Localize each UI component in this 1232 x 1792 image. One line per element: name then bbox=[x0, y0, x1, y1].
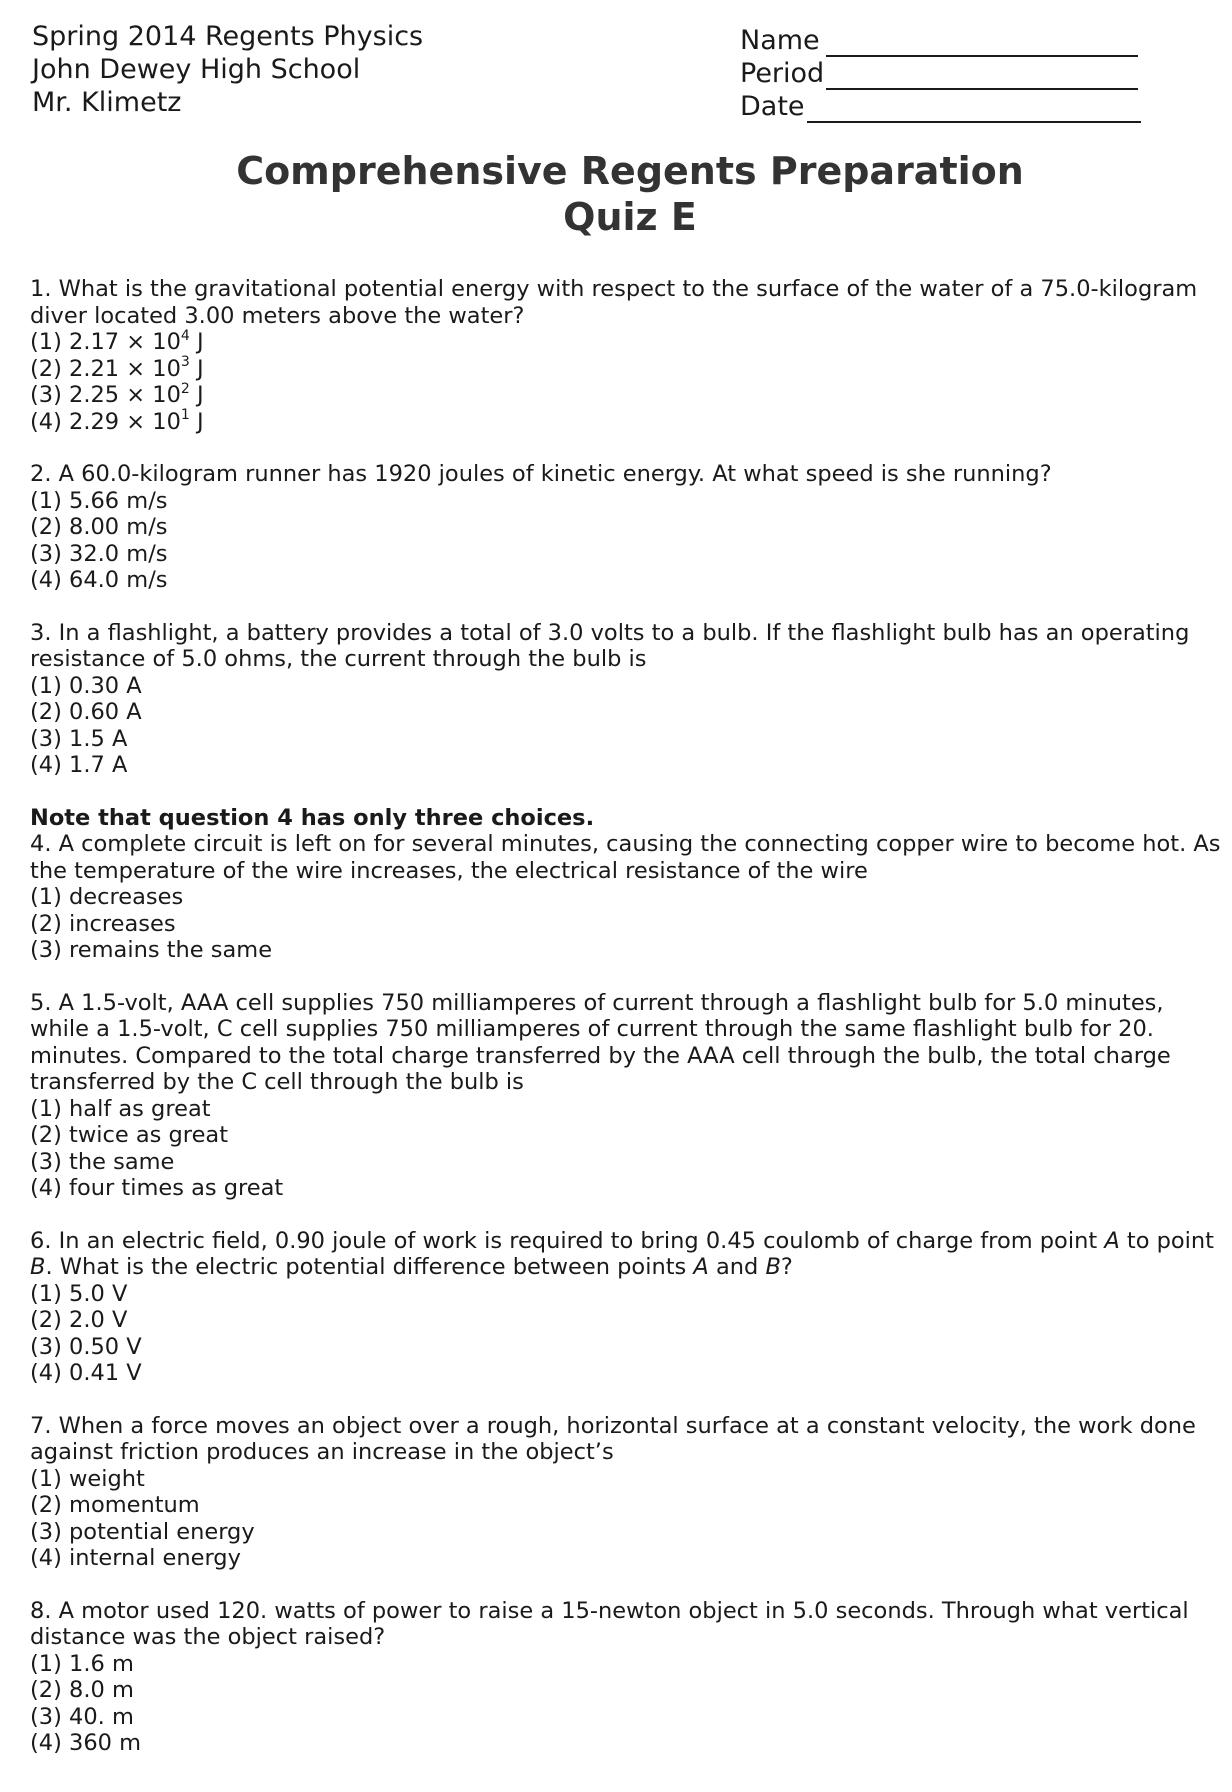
name-blank[interactable] bbox=[826, 31, 1138, 57]
question-stem: 8. A motor used 120. watts of power to raise a 15-newton object in 5.0 seconds. Through what vertical distance was the object raised? bbox=[30, 1597, 1189, 1650]
course-header bbox=[32, 20, 423, 119]
question-8 bbox=[30, 1598, 1222, 1757]
choice-1: (1) $2.17 \times 10^4$ J bbox=[30, 327, 204, 355]
name-label: Name bbox=[740, 25, 820, 56]
choice-4: (4) 0.41 V bbox=[30, 1360, 142, 1386]
choice-2: (2) twice as great bbox=[30, 1122, 229, 1148]
choice-1: (1) 5.66 m/s bbox=[30, 487, 168, 514]
question-stem: 2. A 60.0-kilogram runner has 1920 joules of kinetic energy. At what speed is she running? bbox=[30, 461, 1052, 487]
choice-3: (3) potential energy bbox=[30, 1518, 255, 1545]
question-2 bbox=[30, 461, 1222, 594]
question-5 bbox=[30, 990, 1222, 1202]
question-note: Note that question 4 has only three choices. bbox=[30, 804, 595, 831]
choice-1: (1) weight bbox=[30, 1465, 145, 1492]
question-stem: 5. A 1.5-volt, AAA cell supplies 750 milliamperes of current through a flashlight bulb for 5.0 minutes, while a 1.5-volt, C cell supplies 750 milliamperes of current through the same flashlight bulb for 20. minutes. Compared to the total charge transferred by the AAA cell through the bulb, the total charge transferred by the C cell through the bulb is bbox=[30, 989, 1171, 1095]
choice-4: (4) 360 m bbox=[30, 1730, 142, 1756]
question-list bbox=[30, 276, 1222, 1783]
date-label: Date bbox=[740, 91, 805, 122]
choice-3: (3) 0.50 V bbox=[30, 1333, 142, 1360]
question-stem: 6. In an electric field, 0.90 joule of work is required to bring 0.45 coulomb of charge from point A to point B. What is the electric potential difference between points A and B? bbox=[30, 1227, 1214, 1280]
date-blank[interactable] bbox=[807, 97, 1141, 123]
title-line-1: Comprehensive Regents Preparation bbox=[236, 149, 1024, 193]
question-stem: 7. When a force moves an object over a rough, horizontal surface at a constant velocity, the work done against friction produces an increase in the object’s bbox=[30, 1412, 1196, 1465]
choice-4: (4) 1.7 A bbox=[30, 752, 128, 778]
choice-2: (2) increases bbox=[30, 910, 176, 937]
question-stem: 3. In a flashlight, a battery provides a total of 3.0 volts to a bulb. If the flashlight bulb has an operating resistance of 5.0 ohms, the current through the bulb is bbox=[30, 619, 1190, 672]
choice-2: (2) 2.0 V bbox=[30, 1307, 128, 1333]
course-line: Spring 2014 Regents Physics bbox=[32, 21, 424, 52]
name-field bbox=[740, 24, 1141, 57]
choice-1: (1) 5.0 V bbox=[30, 1280, 128, 1307]
question-6 bbox=[30, 1228, 1222, 1387]
choice-2: (2) 0.60 A bbox=[30, 699, 142, 725]
choice-4: (4) four times as great bbox=[30, 1175, 284, 1201]
choice-4: (4) $2.29 \times 10^1$ J bbox=[30, 407, 204, 435]
choice-2: (2) $2.21 \times 10^3$ J bbox=[30, 354, 204, 382]
choice-3: (3) 40. m bbox=[30, 1703, 134, 1730]
choice-3: (3) $2.25 \times 10^2$ J bbox=[30, 380, 204, 408]
choice-1: (1) 1.6 m bbox=[30, 1650, 134, 1677]
choice-1: (1) 0.30 A bbox=[30, 672, 142, 699]
school-line: John Dewey High School bbox=[32, 54, 361, 85]
period-label: Period bbox=[740, 58, 825, 89]
teacher-line: Mr. Klimetz bbox=[32, 87, 182, 118]
choice-3: (3) 1.5 A bbox=[30, 725, 128, 752]
quiz-title bbox=[0, 148, 1232, 240]
question-1 bbox=[30, 276, 1222, 435]
period-blank[interactable] bbox=[826, 64, 1138, 90]
period-field bbox=[740, 57, 1141, 90]
question-3 bbox=[30, 620, 1222, 779]
choice-1: (1) decreases bbox=[30, 884, 184, 910]
choice-1: (1) half as great bbox=[30, 1095, 211, 1122]
title-line-2: Quiz E bbox=[563, 195, 697, 239]
choice-4: (4) 64.0 m/s bbox=[30, 567, 168, 593]
choice-3: (3) the same bbox=[30, 1148, 175, 1175]
date-field bbox=[740, 90, 1141, 123]
choice-3: (3) 32.0 m/s bbox=[30, 540, 168, 567]
choice-4: (4) internal energy bbox=[30, 1545, 241, 1571]
student-info-fields bbox=[740, 24, 1141, 123]
question-stem: 4. A complete circuit is left on for several minutes, causing the connecting copper wire to become hot. As the temperature of the wire increases, the electrical resistance of the wire bbox=[30, 831, 1221, 884]
choice-2: (2) momentum bbox=[30, 1492, 200, 1518]
choice-3: (3) remains the same bbox=[30, 937, 273, 963]
question-7 bbox=[30, 1413, 1222, 1572]
question-4 bbox=[30, 805, 1222, 964]
choice-2: (2) 8.00 m/s bbox=[30, 514, 168, 540]
choice-2: (2) 8.0 m bbox=[30, 1677, 134, 1703]
question-stem: 1. What is the gravitational potential energy with respect to the surface of the water of a 75.0-kilogram diver located 3.00 meters above the water? bbox=[30, 276, 1198, 329]
